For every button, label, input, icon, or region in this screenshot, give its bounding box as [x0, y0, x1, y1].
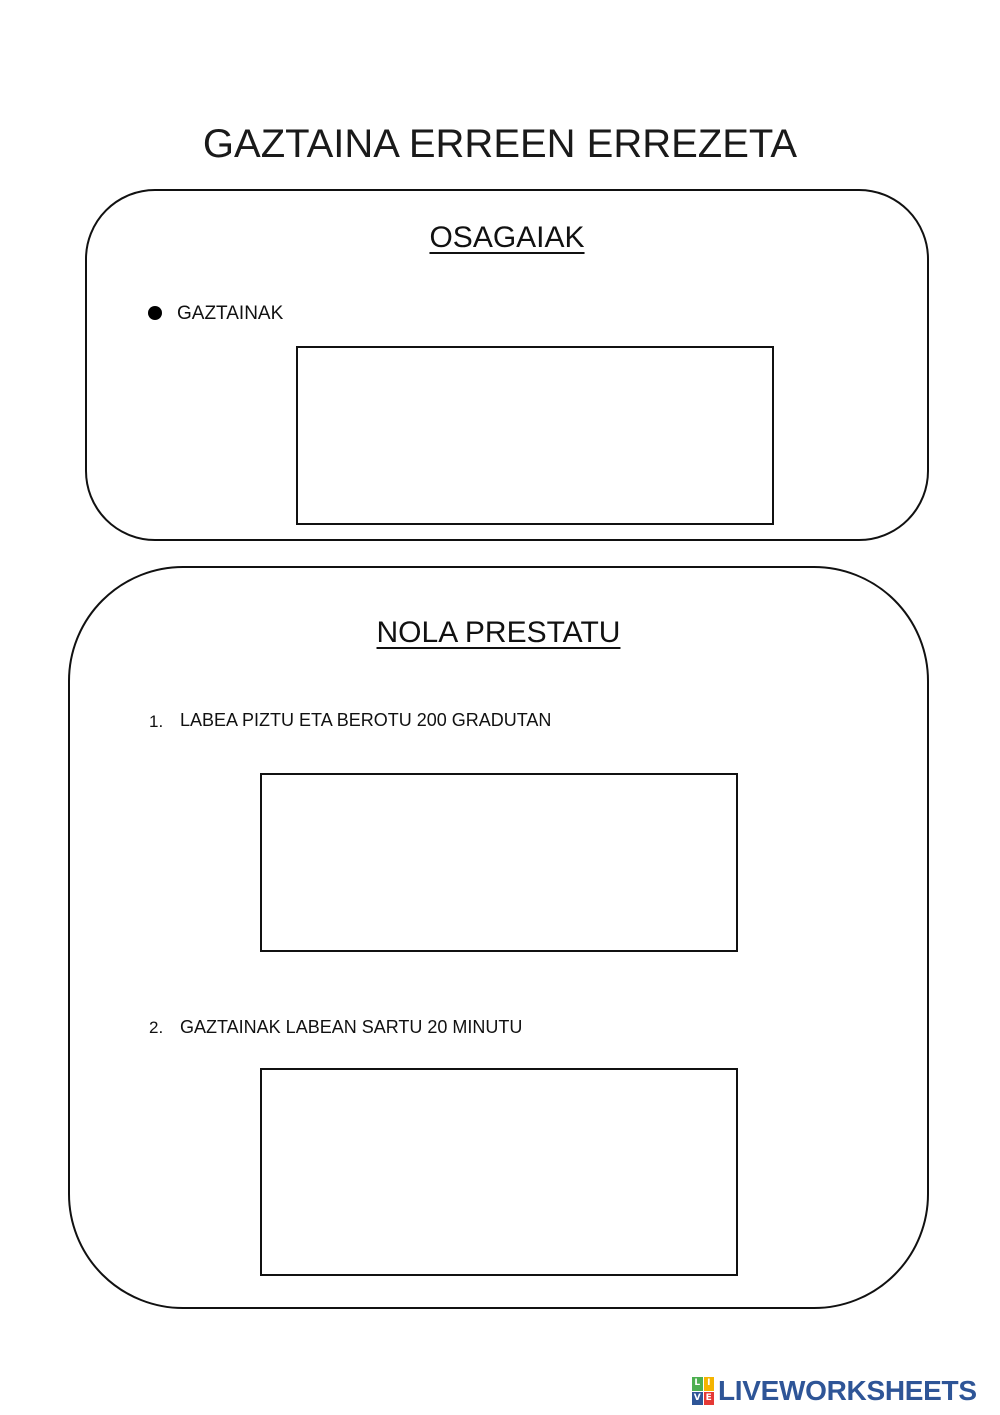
liveworksheets-logo-icon — [692, 1377, 714, 1405]
ingredient-answer-box[interactable] — [296, 346, 774, 525]
liveworksheets-brand[interactable] — [692, 1374, 992, 1408]
step-1-number: 1. — [149, 712, 164, 731]
step-1-text: LABEA PIZTU ETA BEROTU 200 GRADUTAN — [180, 710, 552, 730]
step-2-answer-box[interactable] — [260, 1068, 738, 1276]
step-2-number: 2. — [149, 1018, 164, 1037]
step-1-answer-box[interactable] — [260, 773, 738, 952]
logo-letter-l: L — [692, 1377, 703, 1391]
page-title: GAZTAINA ERREEN ERREZETA — [202, 122, 798, 166]
brand-name: LIVEWORKSHEETS — [718, 1375, 977, 1406]
preparation-heading: NOLA PRESTATU — [376, 616, 621, 649]
ingredient-item: GAZTAINAK — [177, 303, 284, 324]
preparation-panel — [68, 566, 929, 1309]
bullet-icon — [148, 306, 162, 320]
logo-letter-e: E — [704, 1392, 715, 1406]
logo-letter-i: I — [704, 1377, 715, 1391]
logo-letter-v: V — [692, 1392, 703, 1406]
ingredients-panel — [85, 189, 929, 541]
step-2-text: GAZTAINAK LABEAN SARTU 20 MINUTU — [180, 1017, 523, 1037]
ingredients-heading: OSAGAIAK — [429, 221, 585, 254]
